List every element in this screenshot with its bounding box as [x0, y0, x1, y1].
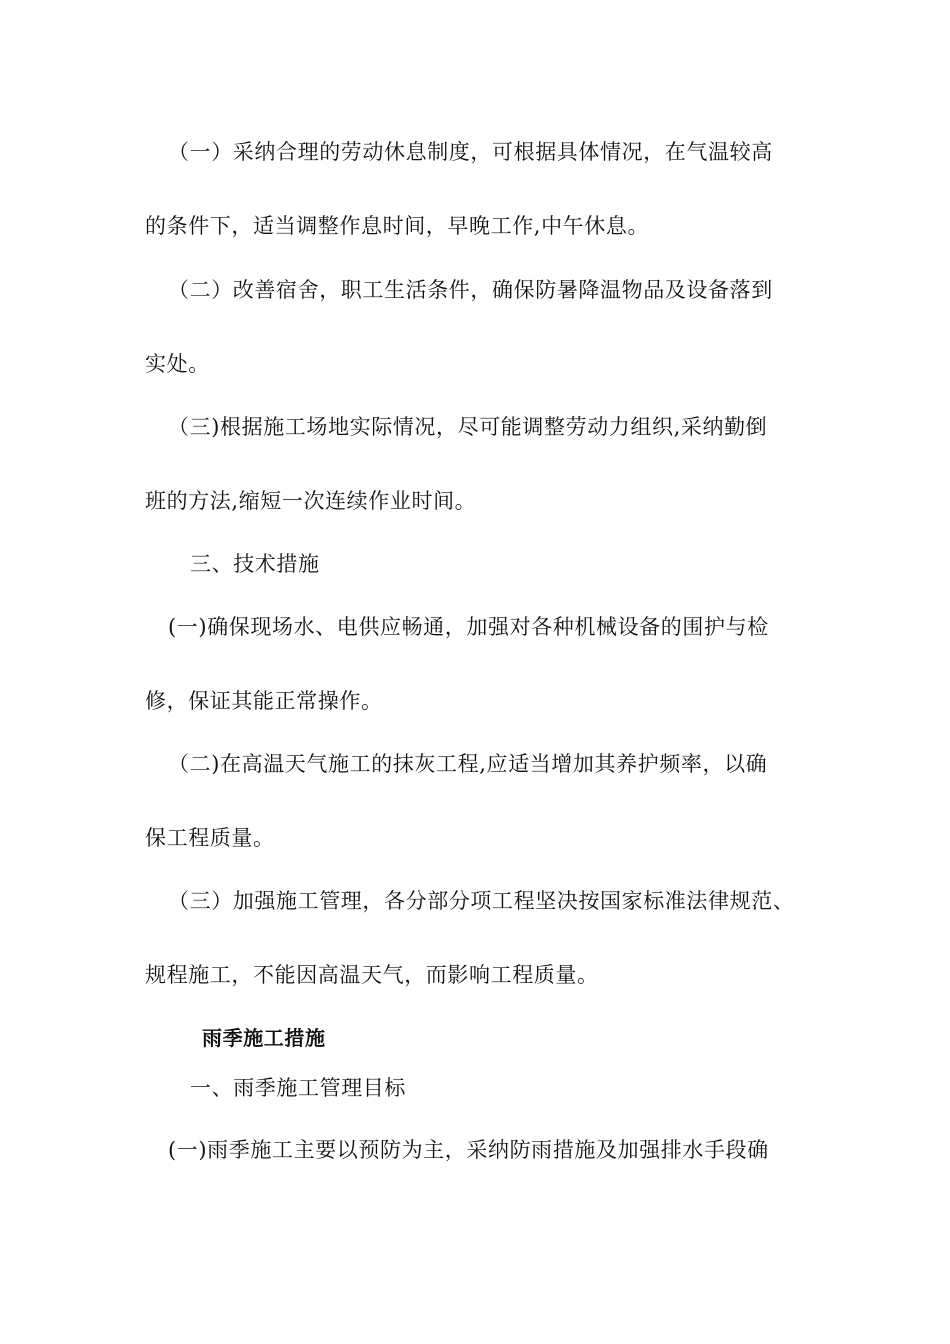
paragraph-2-line-1: （二）改善宿舍，职工生活条件，确保防暑降温物品及设备落到	[168, 278, 773, 302]
paragraph-4-line-2: 修，保证其能正常操作。	[145, 689, 383, 713]
paragraph-3-line-1: （三)根据施工场地实际情况，尽可能调整劳动力组织,采纳勤倒	[168, 415, 768, 439]
paragraph-3-line-2: 班的方法,缩短一次连续作业时间。	[145, 489, 477, 513]
paragraph-4-line-1: (一)确保现场水、电供应畅通，加强对各种机械设备的围护与检	[168, 615, 769, 639]
subsection-heading-management-goal: 一、雨季施工管理目标	[190, 1076, 406, 1100]
paragraph-6-line-2: 规程施工，不能因高温天气，而影响工程质量。	[145, 963, 599, 987]
section-title-rainy-season: 雨季施工措施	[202, 1026, 326, 1050]
paragraph-1-line-2: 的条件下，适当调整作息时间，早晚工作,中午休息。	[145, 214, 650, 238]
paragraph-7-line-1: (一)雨季施工主要以预防为主，采纳防雨措施及加强排水手段确	[168, 1138, 769, 1162]
paragraph-2-line-2: 实处。	[145, 352, 210, 376]
section-heading-technical-measures: 三、技术措施	[190, 552, 320, 576]
paragraph-1-line-1: （一）采纳合理的劳动休息制度，可根据具体情况，在气温较高	[168, 140, 773, 164]
paragraph-6-line-1: （三）加强施工管理，各分部分项工程坚决按国家标准法律规范、	[168, 889, 795, 913]
paragraph-5-line-2: 保工程质量。	[145, 826, 275, 850]
paragraph-5-line-1: （二)在高温天气施工的抹灰工程,应适当增加其养护频率，以确	[168, 752, 768, 776]
